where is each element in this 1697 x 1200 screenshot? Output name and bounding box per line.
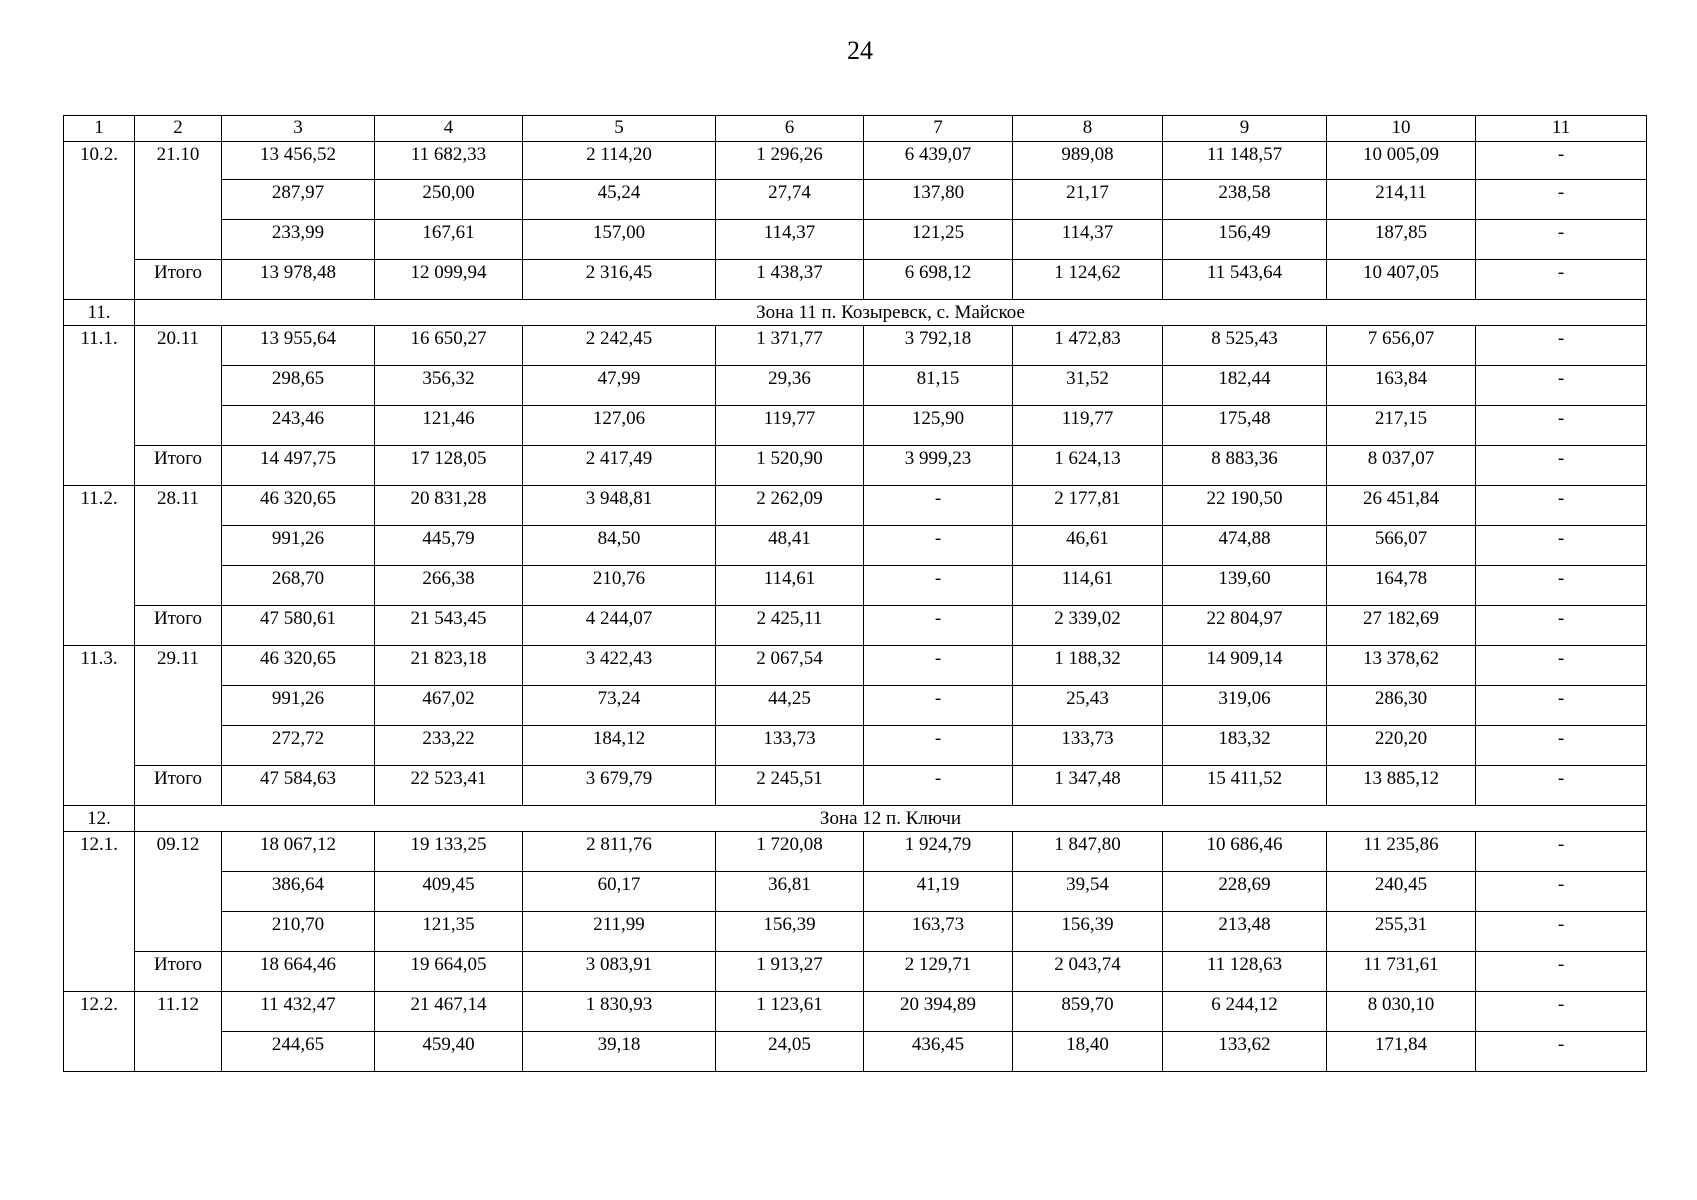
value-cell: 46 320,65 [222, 646, 375, 686]
zone-row [64, 806, 1647, 832]
value-cell: 240,45 [1327, 872, 1476, 912]
value-cell: 1 830,93 [523, 992, 716, 1032]
value-cell: 255,31 [1327, 912, 1476, 952]
value-cell: 2 242,45 [523, 326, 716, 366]
total-value-cell: 10 407,05 [1327, 260, 1476, 300]
column-number-cell: 10 [1327, 116, 1476, 142]
value-cell: 13 955,64 [222, 326, 375, 366]
row-number: 11.3. [64, 646, 135, 806]
value-cell: 45,24 [523, 180, 716, 220]
total-value-cell: 11 731,61 [1327, 952, 1476, 992]
value-cell: 3 792,18 [864, 326, 1013, 366]
value-cell: 217,15 [1327, 406, 1476, 446]
value-cell: 20 394,89 [864, 992, 1013, 1032]
value-cell: - [1476, 326, 1647, 366]
value-cell: 183,32 [1163, 726, 1327, 766]
value-cell: 2 114,20 [523, 142, 716, 180]
value-cell: 10 005,09 [1327, 142, 1476, 180]
table-row [64, 486, 1647, 526]
value-cell: 445,79 [375, 526, 523, 566]
row-code: 11.12 [135, 992, 222, 1072]
value-cell: 214,11 [1327, 180, 1476, 220]
value-cell: 409,45 [375, 872, 523, 912]
value-cell: 1 472,83 [1013, 326, 1163, 366]
value-cell: - [1476, 832, 1647, 872]
row-number: 12.2. [64, 992, 135, 1072]
value-cell: 156,39 [1013, 912, 1163, 952]
total-value-cell: 8 037,07 [1327, 446, 1476, 486]
value-cell: 157,00 [523, 220, 716, 260]
value-cell: 459,40 [375, 1032, 523, 1072]
tariff-table [63, 115, 1647, 1072]
value-cell: 21 467,14 [375, 992, 523, 1032]
value-cell: 991,26 [222, 526, 375, 566]
total-value-cell: 18 664,46 [222, 952, 375, 992]
table-row [64, 180, 1647, 220]
value-cell: 2 067,54 [716, 646, 864, 686]
value-cell: 39,18 [523, 1032, 716, 1072]
value-cell: 119,77 [716, 406, 864, 446]
value-cell: 133,62 [1163, 1032, 1327, 1072]
total-value-cell: 22 804,97 [1163, 606, 1327, 646]
value-cell: 3 422,43 [523, 646, 716, 686]
value-cell: 29,36 [716, 366, 864, 406]
row-number: 12.1. [64, 832, 135, 992]
value-cell: 989,08 [1013, 142, 1163, 180]
value-cell: 474,88 [1163, 526, 1327, 566]
value-cell: 467,02 [375, 686, 523, 726]
value-cell: 1 847,80 [1013, 832, 1163, 872]
value-cell: 286,30 [1327, 686, 1476, 726]
value-cell: 22 190,50 [1163, 486, 1327, 526]
row-code: 20.11 [135, 326, 222, 446]
value-cell: 26 451,84 [1327, 486, 1476, 526]
value-cell: - [1476, 180, 1647, 220]
zone-number: 11. [64, 300, 135, 326]
total-value-cell: 14 497,75 [222, 446, 375, 486]
value-cell: - [864, 686, 1013, 726]
value-cell: - [864, 726, 1013, 766]
table-row [64, 726, 1647, 766]
value-cell: 137,80 [864, 180, 1013, 220]
value-cell: 125,90 [864, 406, 1013, 446]
total-value-cell: 15 411,52 [1163, 766, 1327, 806]
value-cell: 1 371,77 [716, 326, 864, 366]
total-value-cell: 1 520,90 [716, 446, 864, 486]
value-cell: 48,41 [716, 526, 864, 566]
value-cell: 220,20 [1327, 726, 1476, 766]
value-cell: 11 235,86 [1327, 832, 1476, 872]
value-cell: 46 320,65 [222, 486, 375, 526]
zone-title: Зона 12 п. Ключи [135, 806, 1647, 832]
value-cell: 21 823,18 [375, 646, 523, 686]
value-cell: 187,85 [1327, 220, 1476, 260]
value-cell: 41,19 [864, 872, 1013, 912]
value-cell: - [1476, 526, 1647, 566]
table-row [64, 992, 1647, 1032]
total-value-cell: 2 425,11 [716, 606, 864, 646]
total-value-cell: 8 883,36 [1163, 446, 1327, 486]
value-cell: 21,17 [1013, 180, 1163, 220]
value-cell: - [1476, 992, 1647, 1032]
value-cell: 84,50 [523, 526, 716, 566]
value-cell: 250,00 [375, 180, 523, 220]
value-cell: - [1476, 646, 1647, 686]
total-value-cell: 13 978,48 [222, 260, 375, 300]
value-cell: 60,17 [523, 872, 716, 912]
table-row [64, 832, 1647, 872]
value-cell: - [1476, 406, 1647, 446]
value-cell: 175,48 [1163, 406, 1327, 446]
total-value-cell: 2 316,45 [523, 260, 716, 300]
zone-number: 12. [64, 806, 135, 832]
value-cell: 859,70 [1013, 992, 1163, 1032]
value-cell: 566,07 [1327, 526, 1476, 566]
table-row [64, 686, 1647, 726]
value-cell: 7 656,07 [1327, 326, 1476, 366]
total-value-cell: 1 624,13 [1013, 446, 1163, 486]
value-cell: 3 948,81 [523, 486, 716, 526]
total-value-cell: - [864, 606, 1013, 646]
value-cell: 163,84 [1327, 366, 1476, 406]
row-code: 21.10 [135, 142, 222, 260]
value-cell: 1 123,61 [716, 992, 864, 1032]
value-cell: 114,37 [716, 220, 864, 260]
value-cell: 73,24 [523, 686, 716, 726]
column-number-row [64, 116, 1647, 142]
value-cell: 163,73 [864, 912, 1013, 952]
total-value-cell: 22 523,41 [375, 766, 523, 806]
value-cell: 114,61 [716, 566, 864, 606]
value-cell: 319,06 [1163, 686, 1327, 726]
value-cell: 2 177,81 [1013, 486, 1163, 526]
total-row [64, 260, 1647, 300]
value-cell: 114,61 [1013, 566, 1163, 606]
value-cell: 2 262,09 [716, 486, 864, 526]
zone-row [64, 300, 1647, 326]
value-cell: 24,05 [716, 1032, 864, 1072]
value-cell: 1 296,26 [716, 142, 864, 180]
total-value-cell: 11 543,64 [1163, 260, 1327, 300]
value-cell: 156,39 [716, 912, 864, 952]
value-cell: 11 148,57 [1163, 142, 1327, 180]
value-cell: 182,44 [1163, 366, 1327, 406]
value-cell: 386,64 [222, 872, 375, 912]
value-cell: 46,61 [1013, 526, 1163, 566]
value-cell: 233,99 [222, 220, 375, 260]
value-cell: - [1476, 566, 1647, 606]
value-cell: - [864, 526, 1013, 566]
total-value-cell: - [1476, 766, 1647, 806]
value-cell: 18,40 [1013, 1032, 1163, 1072]
value-cell: - [1476, 686, 1647, 726]
total-row [64, 952, 1647, 992]
table-row [64, 142, 1647, 180]
total-value-cell: 27 182,69 [1327, 606, 1476, 646]
value-cell: 44,25 [716, 686, 864, 726]
value-cell: 14 909,14 [1163, 646, 1327, 686]
value-cell: 25,43 [1013, 686, 1163, 726]
total-value-cell: 2 417,49 [523, 446, 716, 486]
total-value-cell: 2 043,74 [1013, 952, 1163, 992]
value-cell: 287,97 [222, 180, 375, 220]
value-cell: 210,70 [222, 912, 375, 952]
value-cell: 228,69 [1163, 872, 1327, 912]
value-cell: 1 188,32 [1013, 646, 1163, 686]
column-number-cell: 9 [1163, 116, 1327, 142]
value-cell: 16 650,27 [375, 326, 523, 366]
total-value-cell: 4 244,07 [523, 606, 716, 646]
value-cell: 6 439,07 [864, 142, 1013, 180]
value-cell: 244,65 [222, 1032, 375, 1072]
column-number-cell: 4 [375, 116, 523, 142]
value-cell: 127,06 [523, 406, 716, 446]
column-number-cell: 8 [1013, 116, 1163, 142]
value-cell: 36,81 [716, 872, 864, 912]
table-row [64, 646, 1647, 686]
total-value-cell: 12 099,94 [375, 260, 523, 300]
column-number-cell: 5 [523, 116, 716, 142]
value-cell: 164,78 [1327, 566, 1476, 606]
table-body [64, 116, 1647, 1072]
value-cell: - [1476, 220, 1647, 260]
value-cell: 243,46 [222, 406, 375, 446]
value-cell: 133,73 [716, 726, 864, 766]
total-row [64, 446, 1647, 486]
table-row [64, 872, 1647, 912]
value-cell: - [1476, 142, 1647, 180]
total-value-cell: 19 664,05 [375, 952, 523, 992]
total-row [64, 606, 1647, 646]
total-row [64, 766, 1647, 806]
value-cell: 121,35 [375, 912, 523, 952]
total-value-cell: - [1476, 952, 1647, 992]
table-row [64, 366, 1647, 406]
value-cell: 8 525,43 [1163, 326, 1327, 366]
value-cell: - [1476, 912, 1647, 952]
row-code: 29.11 [135, 646, 222, 766]
column-number-cell: 11 [1476, 116, 1647, 142]
row-number: 11.1. [64, 326, 135, 486]
table-row [64, 526, 1647, 566]
total-value-cell: 3 679,79 [523, 766, 716, 806]
value-cell: 39,54 [1013, 872, 1163, 912]
table-row [64, 1032, 1647, 1072]
page-number: 24 [847, 36, 873, 65]
value-cell: 272,72 [222, 726, 375, 766]
value-cell: 121,25 [864, 220, 1013, 260]
value-cell: 133,73 [1013, 726, 1163, 766]
column-number-cell: 7 [864, 116, 1013, 142]
value-cell: 436,45 [864, 1032, 1013, 1072]
value-cell: 991,26 [222, 686, 375, 726]
value-cell: - [1476, 726, 1647, 766]
value-cell: 8 030,10 [1327, 992, 1476, 1032]
value-cell: 20 831,28 [375, 486, 523, 526]
value-cell: 13 378,62 [1327, 646, 1476, 686]
total-value-cell: - [864, 766, 1013, 806]
table-row [64, 566, 1647, 606]
column-number-cell: 1 [64, 116, 135, 142]
total-value-cell: 21 543,45 [375, 606, 523, 646]
value-cell: 1 924,79 [864, 832, 1013, 872]
value-cell: 10 686,46 [1163, 832, 1327, 872]
value-cell: 171,84 [1327, 1032, 1476, 1072]
table-row [64, 220, 1647, 260]
total-label: Итого [135, 606, 222, 646]
value-cell: 27,74 [716, 180, 864, 220]
column-number-cell: 6 [716, 116, 864, 142]
total-value-cell: 2 339,02 [1013, 606, 1163, 646]
value-cell: 19 133,25 [375, 832, 523, 872]
value-cell: 13 456,52 [222, 142, 375, 180]
total-label: Итого [135, 952, 222, 992]
value-cell: 11 682,33 [375, 142, 523, 180]
value-cell: 184,12 [523, 726, 716, 766]
value-cell: - [1476, 1032, 1647, 1072]
row-code: 28.11 [135, 486, 222, 606]
total-label: Итого [135, 260, 222, 300]
total-label: Итого [135, 766, 222, 806]
table-row [64, 912, 1647, 952]
total-value-cell: 2 129,71 [864, 952, 1013, 992]
value-cell: - [1476, 486, 1647, 526]
value-cell: 266,38 [375, 566, 523, 606]
value-cell: 356,32 [375, 366, 523, 406]
value-cell: 268,70 [222, 566, 375, 606]
total-value-cell: - [1476, 446, 1647, 486]
value-cell: 6 244,12 [1163, 992, 1327, 1032]
value-cell: 31,52 [1013, 366, 1163, 406]
value-cell: 156,49 [1163, 220, 1327, 260]
value-cell: 1 720,08 [716, 832, 864, 872]
column-number-cell: 2 [135, 116, 222, 142]
total-value-cell: 17 128,05 [375, 446, 523, 486]
value-cell: 238,58 [1163, 180, 1327, 220]
total-value-cell: 6 698,12 [864, 260, 1013, 300]
table-row [64, 406, 1647, 446]
total-value-cell: 3 999,23 [864, 446, 1013, 486]
total-value-cell: 1 438,37 [716, 260, 864, 300]
value-cell: 211,99 [523, 912, 716, 952]
value-cell: - [1476, 872, 1647, 912]
total-value-cell: 2 245,51 [716, 766, 864, 806]
value-cell: 167,61 [375, 220, 523, 260]
total-value-cell: 1 124,62 [1013, 260, 1163, 300]
zone-title: Зона 11 п. Козыревск, с. Майское [135, 300, 1647, 326]
row-code: 09.12 [135, 832, 222, 952]
total-value-cell: 47 580,61 [222, 606, 375, 646]
row-number: 11.2. [64, 486, 135, 646]
total-value-cell: 1 913,27 [716, 952, 864, 992]
value-cell: 210,76 [523, 566, 716, 606]
value-cell: 119,77 [1013, 406, 1163, 446]
value-cell: 81,15 [864, 366, 1013, 406]
value-cell: - [864, 486, 1013, 526]
value-cell: 213,48 [1163, 912, 1327, 952]
total-value-cell: - [1476, 260, 1647, 300]
total-value-cell: 11 128,63 [1163, 952, 1327, 992]
total-value-cell: 47 584,63 [222, 766, 375, 806]
total-label: Итого [135, 446, 222, 486]
value-cell: 121,46 [375, 406, 523, 446]
total-value-cell: - [1476, 606, 1647, 646]
row-number: 10.2. [64, 142, 135, 300]
value-cell: 11 432,47 [222, 992, 375, 1032]
total-value-cell: 13 885,12 [1327, 766, 1476, 806]
value-cell: 114,37 [1013, 220, 1163, 260]
value-cell: 47,99 [523, 366, 716, 406]
value-cell: 2 811,76 [523, 832, 716, 872]
value-cell: - [1476, 366, 1647, 406]
value-cell: 18 067,12 [222, 832, 375, 872]
value-cell: 139,60 [1163, 566, 1327, 606]
value-cell: 233,22 [375, 726, 523, 766]
value-cell: - [864, 646, 1013, 686]
value-cell: - [864, 566, 1013, 606]
value-cell: 298,65 [222, 366, 375, 406]
total-value-cell: 1 347,48 [1013, 766, 1163, 806]
table-row [64, 326, 1647, 366]
column-number-cell: 3 [222, 116, 375, 142]
total-value-cell: 3 083,91 [523, 952, 716, 992]
